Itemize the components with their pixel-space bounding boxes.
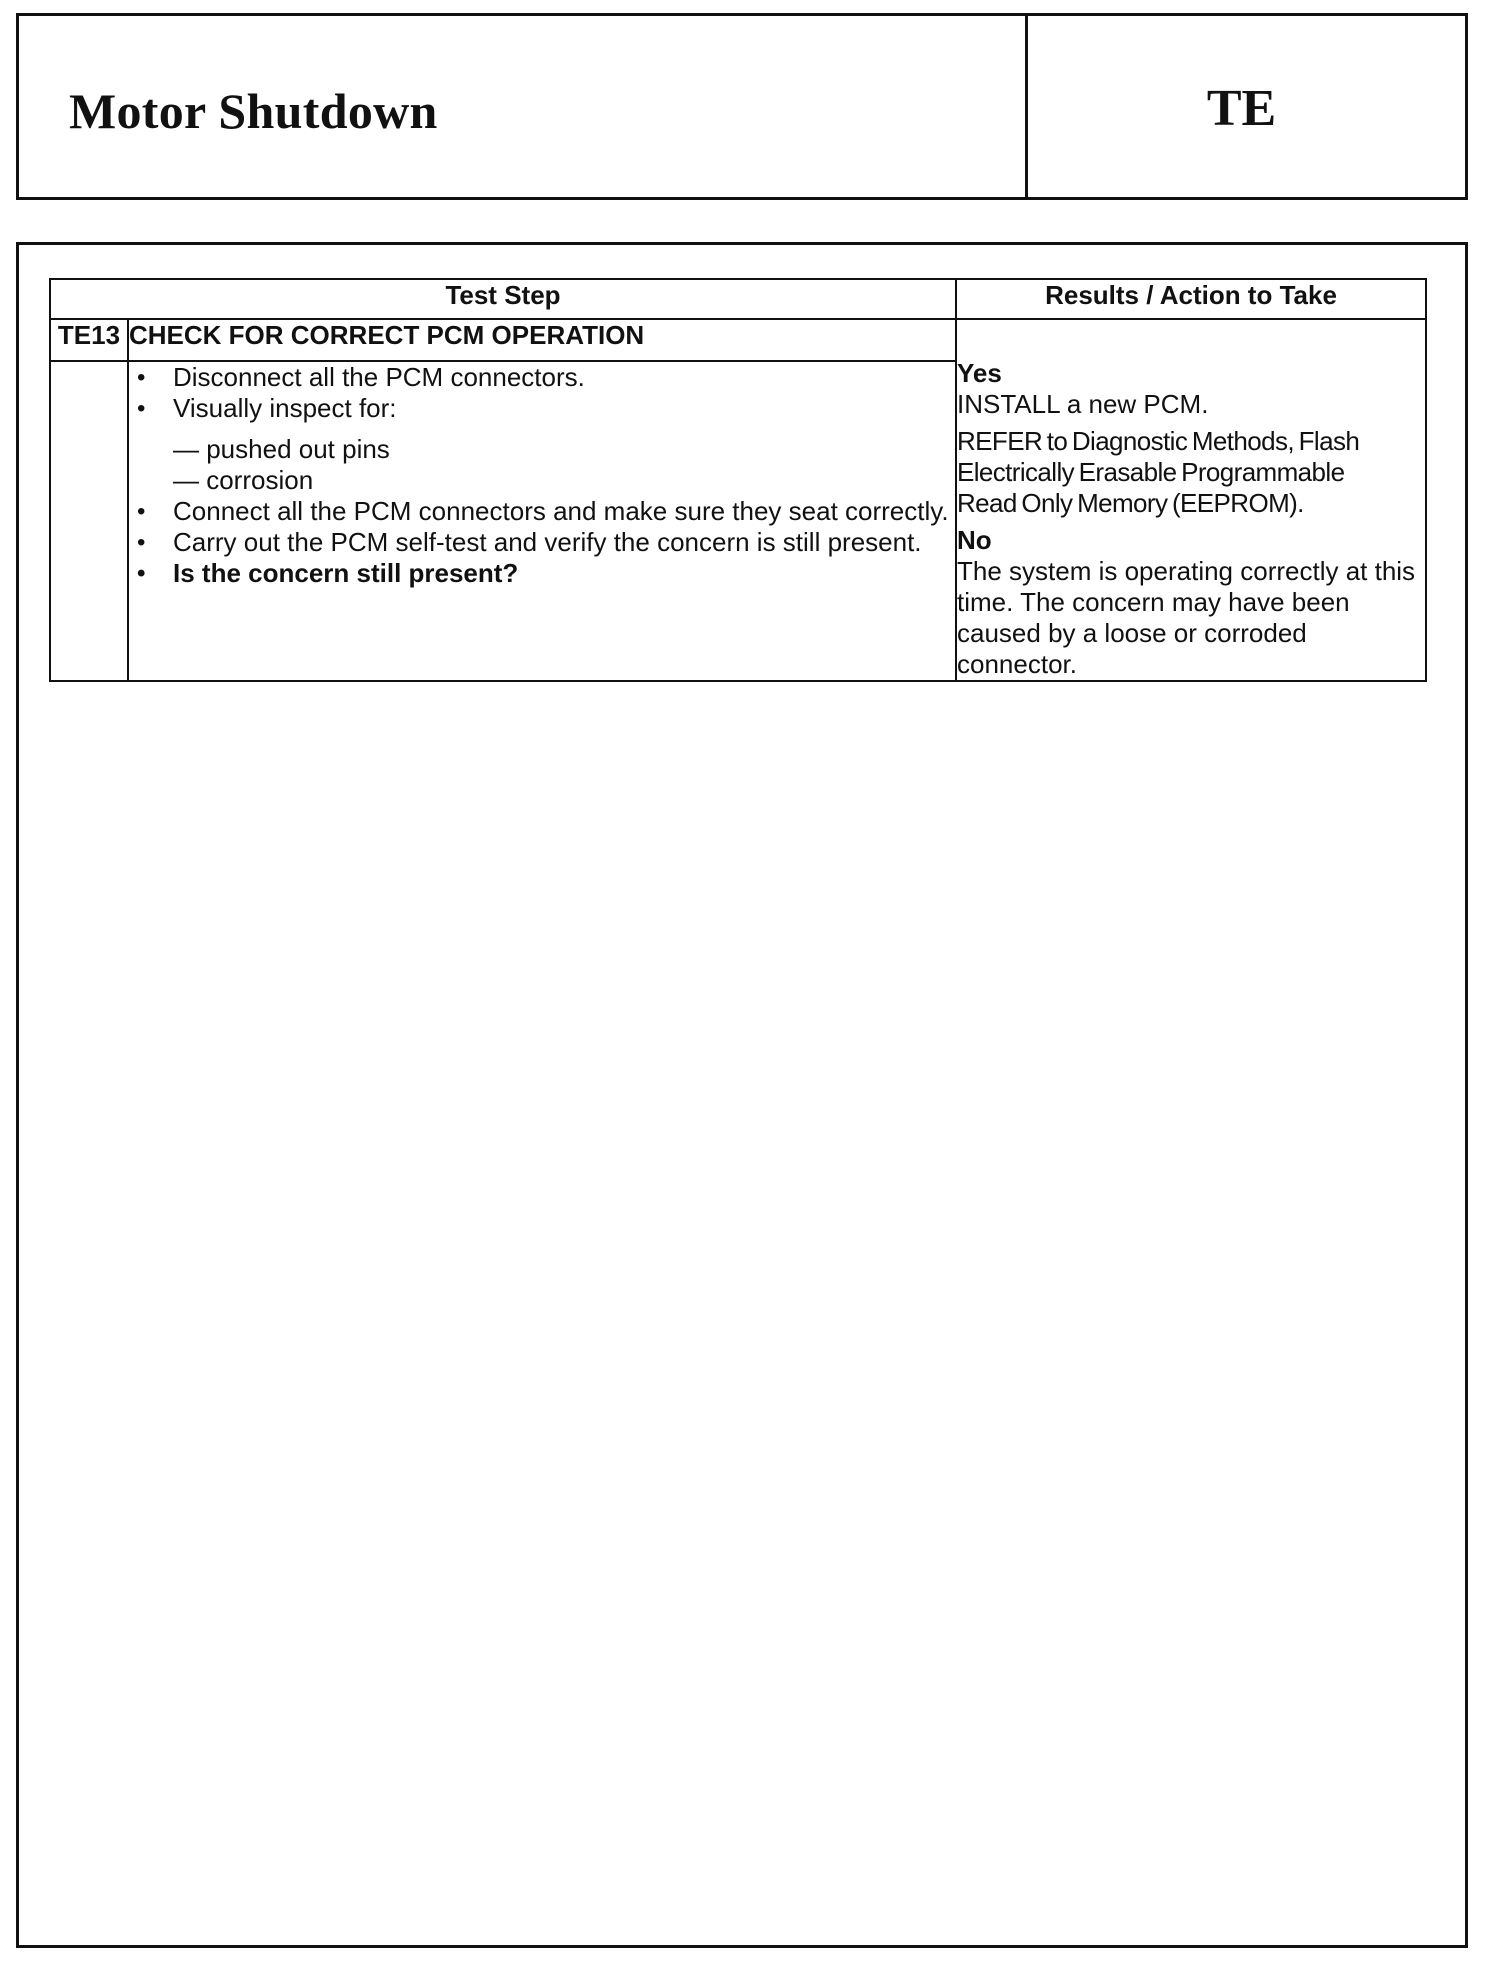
step-title: CHECK FOR CORRECT PCM OPERATION: [128, 319, 956, 361]
list-item: • Visually inspect for:: [129, 393, 955, 424]
section-code: TE: [1206, 80, 1277, 137]
list-item: — pushed out pins: [173, 434, 390, 464]
step-id-spacer: [50, 361, 128, 681]
column-header-test-step: Test Step: [50, 279, 956, 319]
test-step-table: [49, 278, 1427, 682]
page-title: Motor Shutdown: [69, 82, 438, 139]
results-cell: [956, 319, 1426, 681]
step-instruction-list: [129, 362, 955, 589]
list-item: • Is the concern still present?: [129, 558, 955, 589]
list-item: • Connect all the PCM connectors and make sure they seat correctly.: [129, 496, 955, 527]
result-yes-refer-line-1: REFER to Diagnostic Methods, Flash: [957, 426, 1360, 456]
header-title-cell: [19, 16, 1028, 197]
list-item: • Carry out the PCM self-test and verify the concern is still present.: [129, 527, 955, 558]
step-body: [128, 361, 956, 681]
step-id: TE13: [50, 319, 128, 361]
result-no-label: No: [957, 525, 992, 555]
step-title-row: [50, 319, 1426, 361]
result-yes-label: Yes: [957, 358, 1002, 388]
content-box: [16, 242, 1468, 1948]
list-item: — corrosion: [173, 465, 314, 495]
list-item: • Disconnect all the PCM connectors.: [129, 362, 955, 393]
column-header-results: Results / Action to Take: [956, 279, 1426, 319]
header-code-cell: [1028, 16, 1465, 197]
result-yes-refer-line-2: Electrically Erasable Programmable: [957, 457, 1345, 487]
header-box: [16, 13, 1468, 200]
result-no-text: The system is operating correctly at this time. The concern may have been caused by a loose or corroded connector.: [957, 556, 1416, 679]
table-header-row: [50, 279, 1426, 319]
result-yes-refer-line-3: Read Only Memory (EEPROM).: [957, 488, 1304, 518]
result-yes-action: INSTALL a new PCM.: [957, 389, 1209, 419]
